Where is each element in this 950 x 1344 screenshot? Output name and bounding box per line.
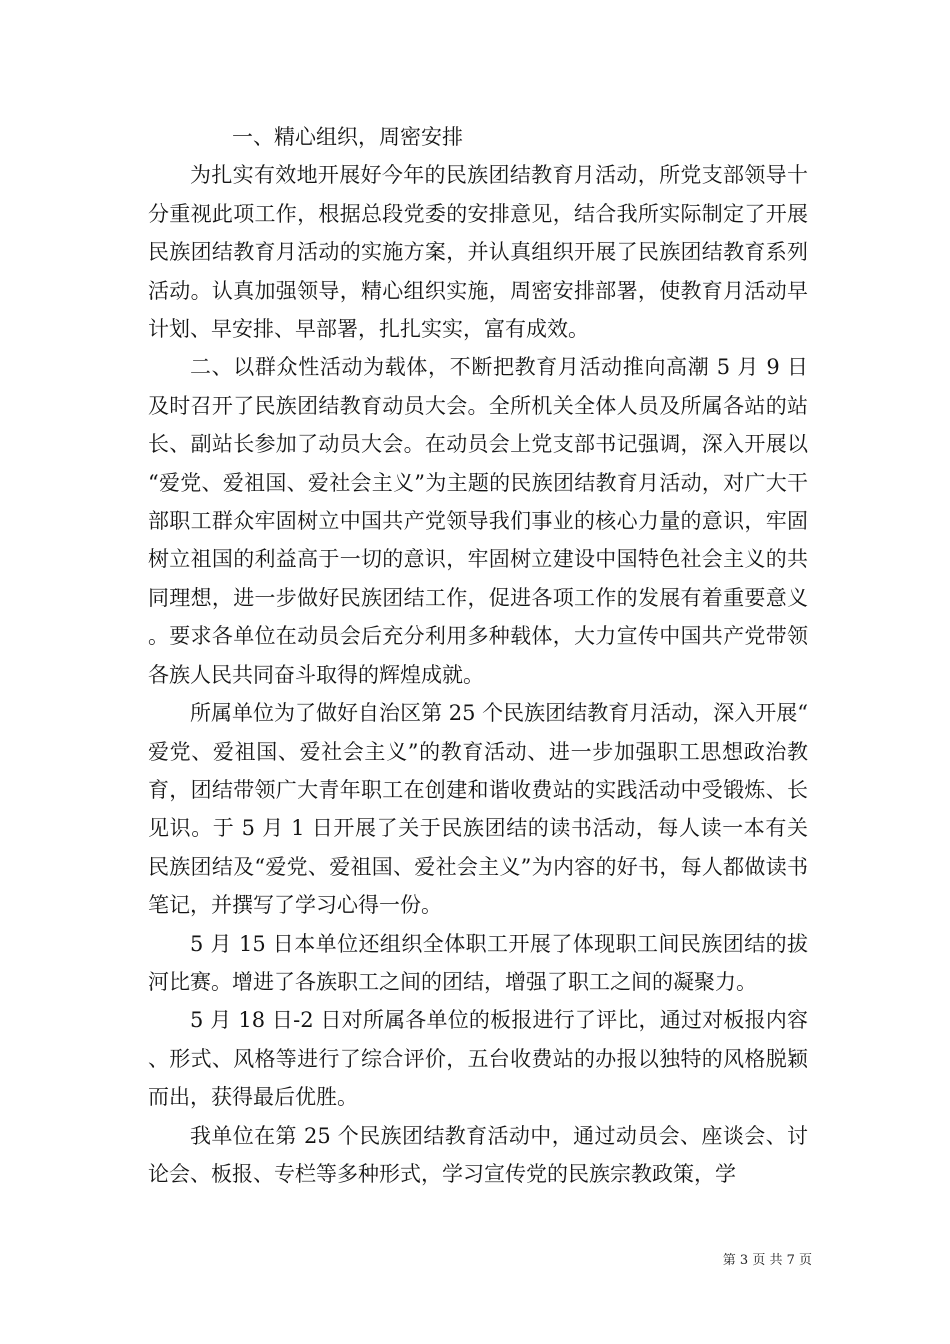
paragraph-1: 为扎实有效地开展好今年的民族团结教育月活动，所党支部领导十分重视此项工作，根据总段党委的安排意见，结合我所实际制定了开展民族团结教育月活动的实施方案，并认真组织开展了民族团结教育系列活动。认真加强领导，精心组织实施，周密安排部署，使教育月活动早计划、早安排、早部署，扎扎实实，富有成效。 (148, 163, 808, 342)
page-number: 第 3 页 共 7 页 (722, 1253, 812, 1268)
document-body (148, 118, 808, 1193)
paragraph-3: 所属单位为了做好自治区第 25 个民族团结教育月活动，深入开展“爱党、爱祖国、爱社会主义”的教育活动、进一步加强职工思想政治教育，团结带领广大青年职工在创建和谐收费站的实践活动中受锻炼、长见识。于 5 月 1 日开展了关于民族团结的读书活动，每人读一本有关民族团结及“爱党、爱祖国、爱社会主义”为内容的好书，每人都做读书笔记，并撰写了学习心得一份。 (148, 701, 808, 918)
paragraph-4: 5 月 15 日本单位还组织全体职工开展了体现职工间民族团结的拔河比赛。增进了各族职工之间的团结，增强了职工之间的凝聚力。 (148, 931, 808, 994)
section-heading: 一、精心组织，周密安排 (232, 125, 463, 149)
paragraph-2: 二、以群众性活动为载体，不断把教育月活动推向高潮 5 月 9 日及时召开了民族团结教育动员大会。全所机关全体人员及所属各站的站长、副站长参加了动员大会。在动员会上党支部书记强调，深入开展以“爱党、爱祖国、爱社会主义”为主题的民族团结教育月活动，对广大干部职工群众牢固树立中国共产党领导我们事业的核心力量的意识，牢固树立祖国的利益高于一切的意识，牢固树立建设中国特色社会主义的共同理想，进一步做好民族团结工作，促进各项工作的发展有着重要意义。要求各单位在动员会后充分利用多种载体，大力宣传中国共产党带领各族人民共同奋斗取得的辉煌成就。 (148, 355, 808, 687)
paragraph-6: 我单位在第 25 个民族团结教育活动中，通过动员会、座谈会、讨论会、板报、专栏等多种形式，学习宣传党的民族宗教政策，学 (148, 1123, 808, 1186)
paragraph-5: 5 月 18 日-2 日对所属各单位的板报进行了评比，通过对板报内容、形式、风格等进行了综合评价，五台收费站的办报以独特的风格脱颖而出，获得最后优胜。 (148, 1008, 808, 1110)
